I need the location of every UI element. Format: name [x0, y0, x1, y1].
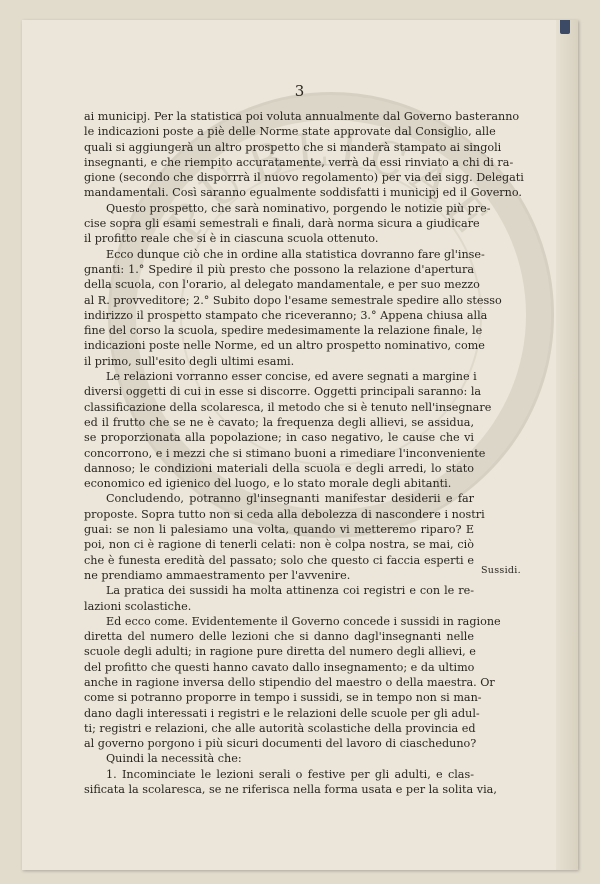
text-line: diversi oggetti di cui in esse si discorre. Oggetti principali saranno: la — [84, 385, 482, 399]
margin-note-sussidi: Sussidi. — [481, 565, 521, 576]
text-line: il primo, sull'esito degli ultimi esami. — [84, 354, 295, 368]
page-corner-tab — [560, 20, 570, 34]
text-line: il profitto reale che si è in ciascuna scuola ottenuto. — [84, 232, 379, 246]
text-line: cise sopra gli esami semestrali e finali, darà norma sicura a giudicare — [84, 217, 480, 231]
text-line: dano dagli interessati i registri e le relazioni delle scuole per gli adul- — [84, 706, 480, 720]
text-line: se proporzionata alla popolazione; in caso negativo, le cause che vi — [84, 431, 474, 445]
text-line: come si potranno proporre in tempo i sussidi, se in tempo non si man- — [84, 691, 482, 705]
text-line: gione (secondo che disporrrà il nuovo regolamento) per via dei sigg. Delegati — [84, 171, 524, 185]
text-line: quali si aggiungerà un altro prospetto che si manderà stampato ai singoli — [84, 140, 502, 154]
text-line: dannoso; le condizioni materiali della scuola e degli arredi, lo stato — [84, 461, 474, 475]
text-line: lazioni scolastiche. — [84, 599, 192, 613]
text-line: anche in ragione inversa dello stipendio del maestro o della maestra. Or — [84, 675, 495, 689]
text-line: Questo prospetto, che sarà nominativo, porgendo le notizie più pre- — [106, 201, 491, 215]
text-line: ti; registri e relazioni, che alle autorità scolastiche della provincia ed — [84, 721, 476, 735]
text-line: diretta del numero delle lezioni che si danno dagl'insegnanti nelle — [84, 630, 474, 644]
text-line: classificazione della scolaresca, il metodo che si è tenuto nell'insegnare — [84, 400, 492, 414]
text-line: ne prendiamo ammaestramento per l'avvenire. — [84, 568, 351, 582]
text-line: proposte. Sopra tutto non si ceda alla debolezza di nascondere i nostri — [84, 507, 485, 521]
text-line: al governo porgono i più sicuri documenti del lavoro di ciascheduno? — [84, 737, 477, 751]
body-text — [84, 109, 524, 797]
text-line: Concludendo, potranno gl'insegnanti manifestar desiderii e far — [106, 492, 474, 506]
text-line: le indicazioni poste a piè delle Norme state approvate dal Consiglio, alle — [84, 125, 496, 139]
text-line: del profitto che questi hanno cavato dallo insegnamento; e da ultimo — [84, 660, 475, 674]
text-line: indirizzo il prospetto stampato che riceveranno; 3.° Appena chiusa alla — [84, 308, 488, 322]
text-line: guai: se non li palesiamo una volta, quando vi metteremo riparo? E — [84, 523, 474, 537]
text-line: Ecco dunque ciò che in ordine alla statistica dovranno fare gl'inse- — [106, 247, 485, 261]
svg-text:PUBLICAE: PUBLICAE — [157, 121, 505, 251]
text-line: al R. provveditore; 2.° Subito dopo l'esame semestrale spedire allo stesso — [84, 293, 502, 307]
text-line: gnanti: 1.° Spedire il più presto che possono la relazione d'apertura — [84, 262, 474, 276]
text-line: 1. Incominciate le lezioni serali o festive per gli adulti, e clas- — [106, 767, 474, 781]
text-line: Le relazioni vorranno esser concise, ed avere segnati a margine i — [106, 370, 477, 384]
text-line: ai municipj. Per la statistica poi voluta annualmente dal Governo basteranno — [84, 110, 520, 123]
text-line: Quindi la necessità che: — [106, 752, 242, 766]
text-line: fine del corso la scuola, spedire medesimamente la relazione finale, le — [84, 324, 483, 338]
text-line: mandamentali. Così saranno egualmente soddisfatti i municipj ed il Governo. — [84, 186, 522, 200]
text-line: poi, non ci è ragione di tenerli celati: non è colpa nostra, se mai, ciò — [84, 538, 474, 552]
text-line: Ed ecco come. Evidentemente il Governo concede i sussidi in ragione — [106, 614, 501, 628]
text-line: economico ed igienico del luogo, e lo stato morale degli abitanti. — [84, 477, 452, 491]
text-line: della scuola, con l'orario, al delegato mandamentale, e per suo mezzo — [84, 278, 480, 292]
document-page — [22, 20, 578, 870]
text-line: indicazioni poste nelle Norme, ed un altro prospetto nominativo, come — [84, 339, 485, 353]
text-line: scuole degli adulti; in ragione pure diretta del numero degli allievi, e — [84, 645, 476, 659]
text-line: concorrono, e i mezzi che si stimano buoni a rimediare l'inconveniente — [84, 446, 486, 460]
page-number: 3 — [294, 82, 306, 100]
text-line: sificata la scolaresca, se ne riferisca nella forma usata e per la solita via, — [84, 783, 497, 797]
text-line: che è funesta eredità del passato; solo che questo ci faccia esperti e — [84, 553, 474, 567]
text-line: insegnanti, e che riempito accuratamente, verrà da essi rinviato a chi di ra- — [84, 155, 514, 169]
text-line: La pratica dei sussidi ha molta attinenza coi registri e con le re- — [106, 584, 474, 598]
text-line: ed il frutto che se ne è cavato; la frequenza degli allievi, se assidua, — [84, 415, 474, 429]
